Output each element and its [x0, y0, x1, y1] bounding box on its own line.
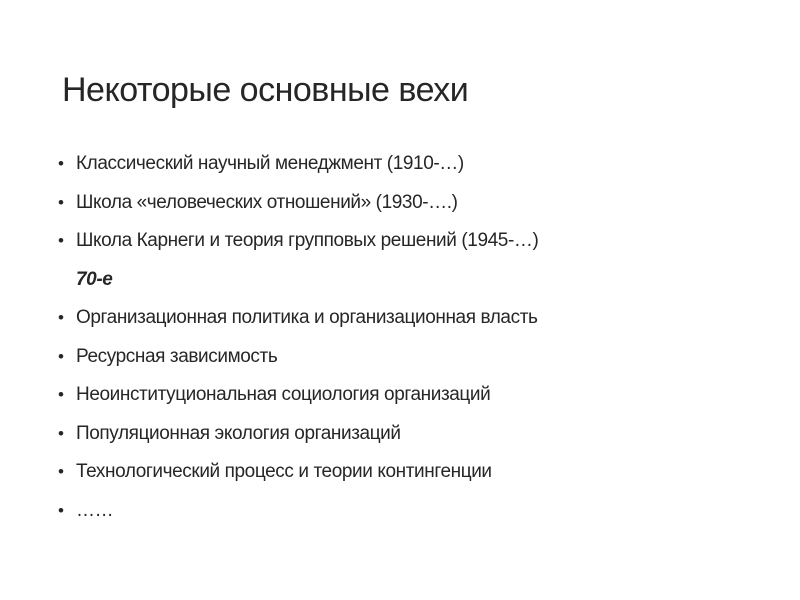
list-item-text: Технологический процесс и теории контингенции: [76, 461, 492, 482]
bullet-icon: •: [58, 500, 64, 520]
list-item-text: Школа Карнеги и теория групповых решений (1945-…): [76, 230, 539, 251]
bullet-icon: •: [58, 308, 64, 327]
list-item-text: Ресурсная зависимость: [76, 345, 278, 367]
slide-title: Некоторые основные вехи: [62, 71, 469, 109]
list-item-text: Классический научный менеджмент (1910-…): [76, 153, 464, 174]
bullet-icon: •: [58, 462, 64, 481]
bullet-icon: •: [58, 154, 64, 173]
bullet-icon: •: [58, 346, 64, 366]
list-item-text: Организационная политика и организационная власть: [76, 307, 538, 328]
bullet-icon: •: [58, 423, 64, 443]
bullet-icon: •: [58, 192, 64, 212]
list-item-text: ……: [76, 499, 114, 521]
list-item-text: Популяционная экология организаций: [76, 422, 401, 444]
list-item-text: Школа «человеческих отношений» (1930-….): [76, 191, 458, 213]
bullet-icon: •: [58, 385, 64, 404]
bullet-icon: •: [58, 231, 64, 250]
section-heading-text: 70-е: [76, 268, 113, 290]
list-item-text: Неоинституциональная социология организаций: [76, 384, 491, 405]
